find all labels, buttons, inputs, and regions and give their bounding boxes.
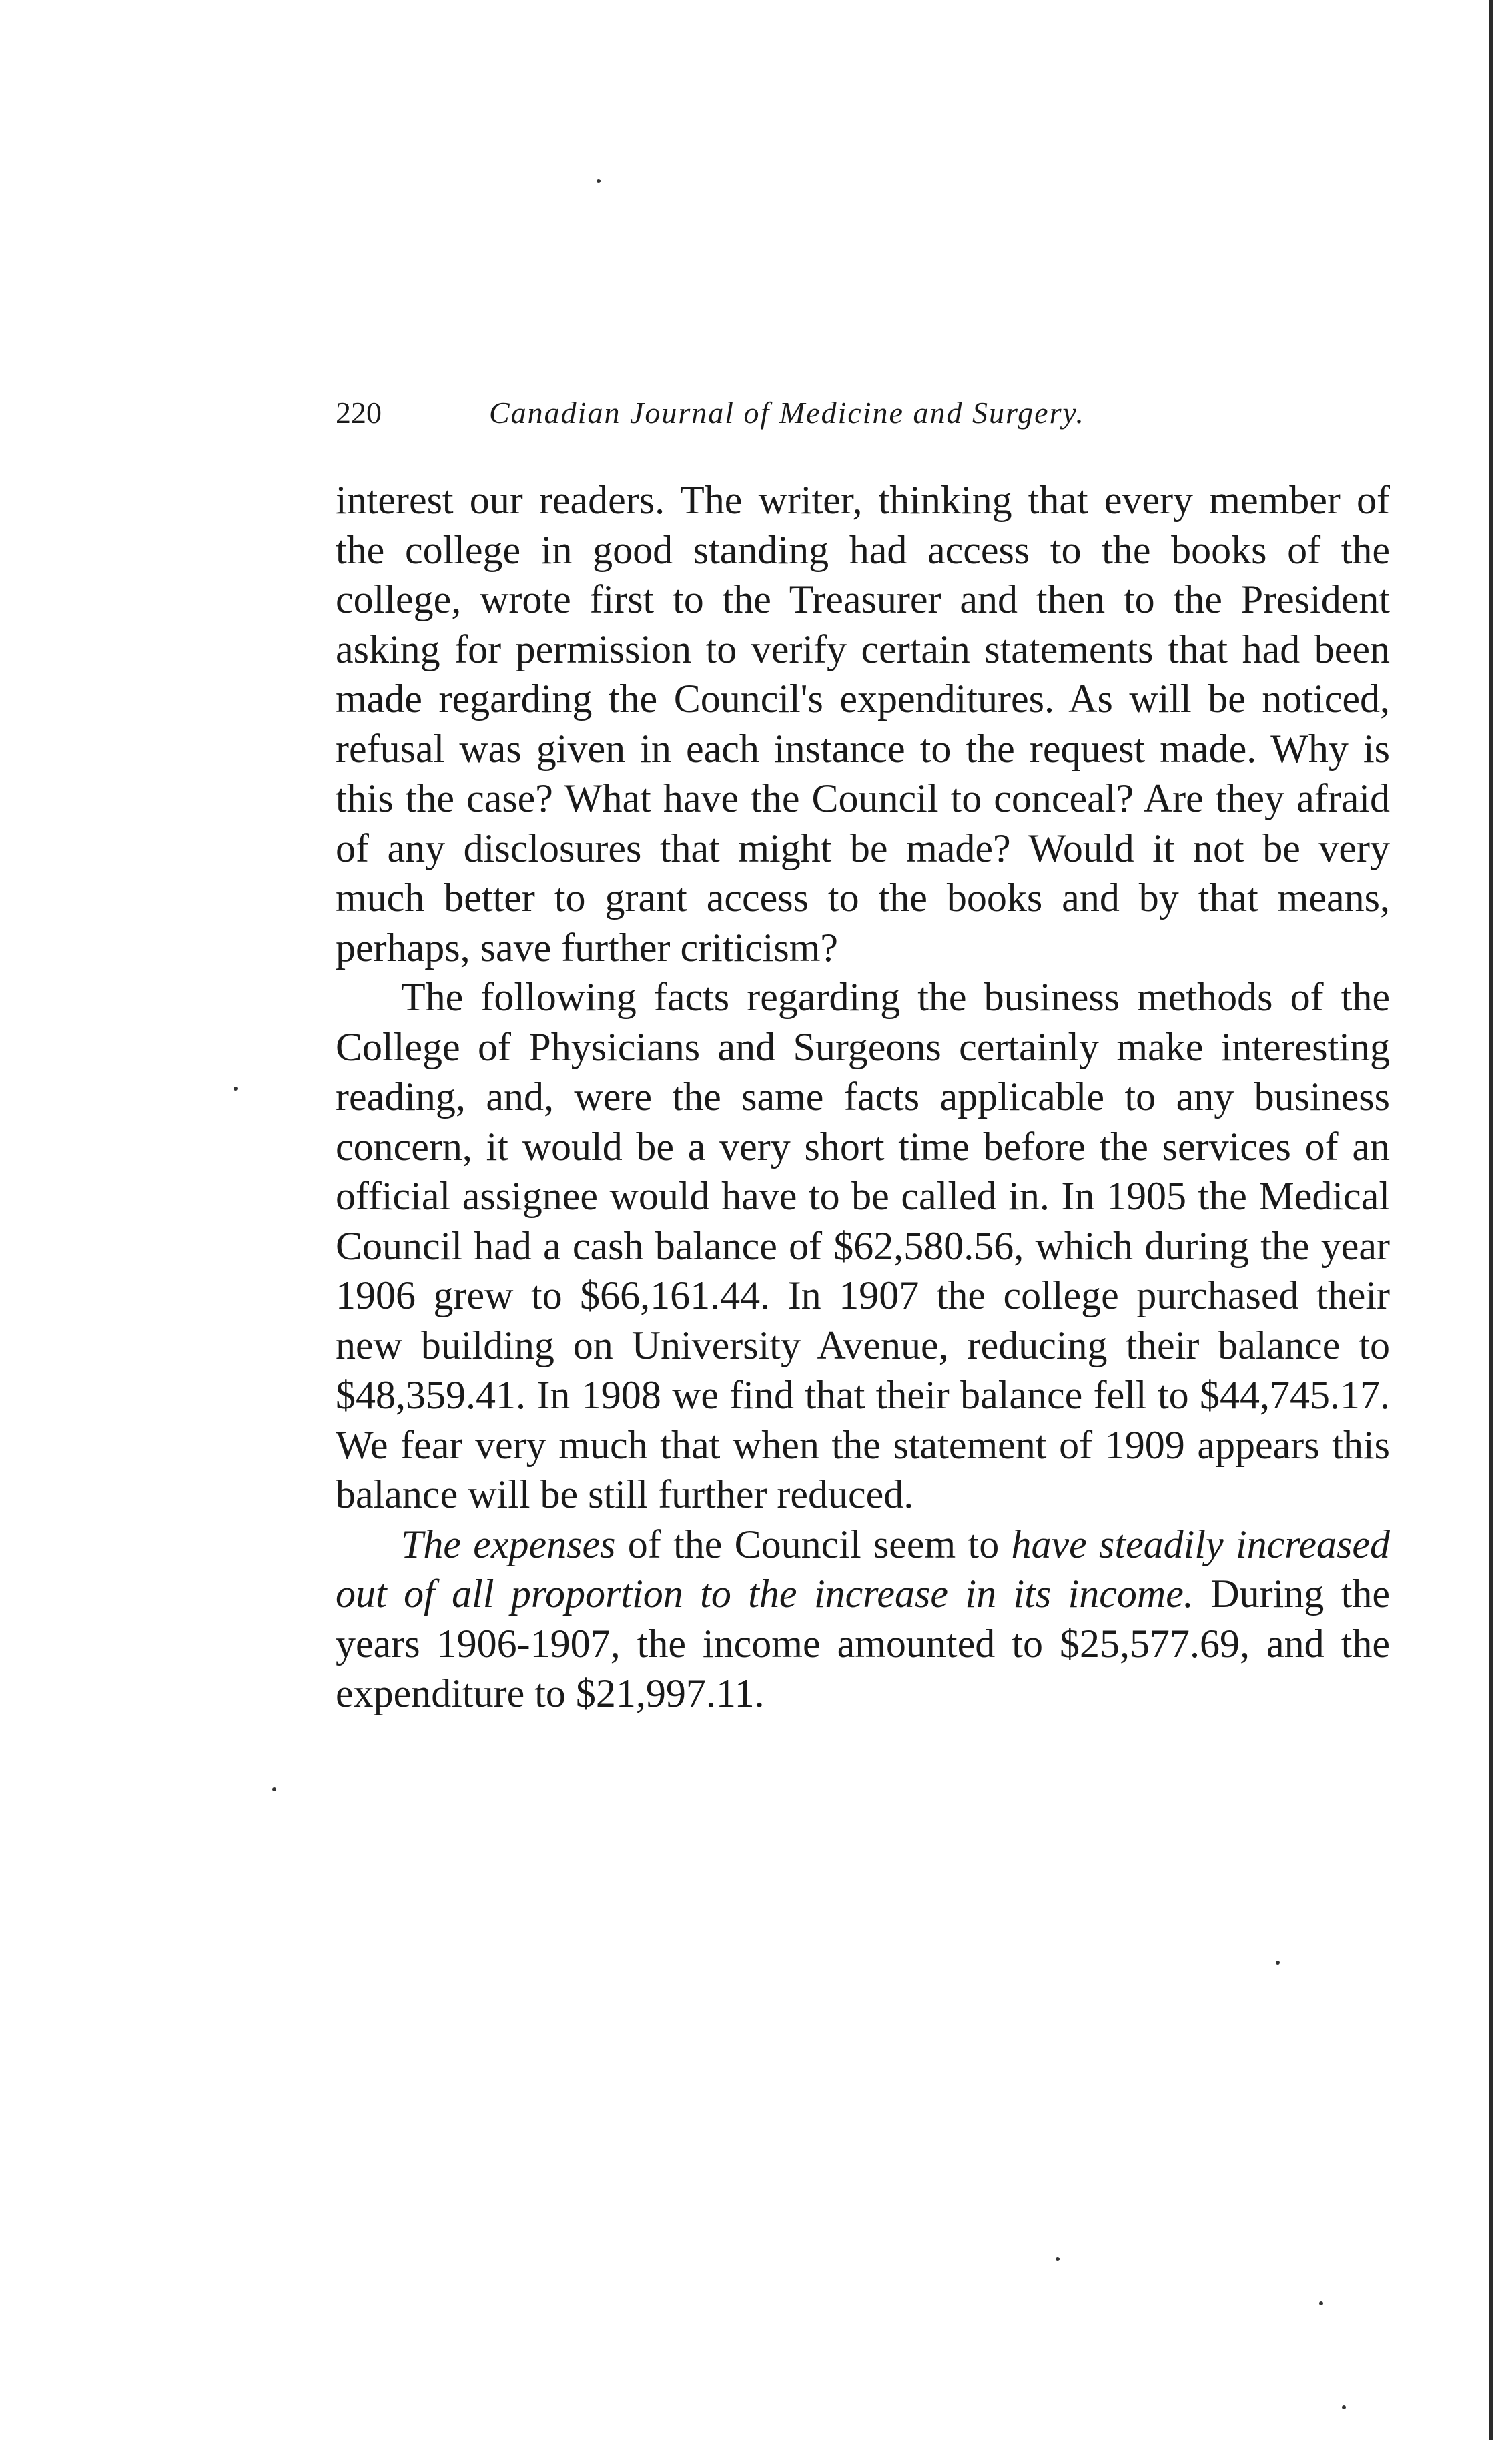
- page-header: [336, 395, 1390, 442]
- scan-speck: [597, 179, 601, 183]
- emphasis-the-expenses: The expenses: [401, 1522, 616, 1566]
- page-number: 220: [336, 396, 382, 430]
- paragraph-expenses: [336, 1520, 1390, 1719]
- scan-speck: [1319, 2301, 1323, 2305]
- text-of-the-council: of the Council seem to: [615, 1522, 1012, 1566]
- running-title: Canadian Journal of Medicine and Surgery.: [489, 396, 1085, 430]
- body-text: [336, 475, 1390, 1719]
- text-income-figures: During the years 1906-1907, the income amounted to $25,577.69, and the expenditure to $21,997.11.: [336, 1572, 1391, 1715]
- scan-speck: [1276, 1961, 1280, 1965]
- emphasis-increase: have steadily increased out of all proportion to the increase in its income.: [336, 1522, 1390, 1616]
- scan-speck: [272, 1787, 276, 1791]
- scan-speck: [1342, 2405, 1346, 2409]
- paragraph-business-methods: The following facts regarding the business methods of the College of Physicians and Surgeons certainly make interesting reading, and, were the same facts applicable to any business concern, it would be a very short time before the services of an official assignee would have to be called in. In 1905 the Medical Council had a cash balance of $62,580.56, which during the year 1906 grew to $66,161.44. In 1907 the college purchased their new building on University Avenue, reducing their balance to $48,359.41. In 1908 we find that their balance fell to $44,745.17. We fear very much that when the statement of 1909 appears this balance will be still further reduced.: [336, 975, 1390, 1516]
- paragraph-continuation: interest our readers. The writer, thinking that every member of the college in good standing had access to the books of the college, wrote first to the Treasurer and then to the President asking for permission to verify certain statements that had been made regarding the Council's expenditures. As will be noticed, refusal was given in each instance to the request made. Why is this the case? What have the Council to conceal? Are they afraid of any disclosures that might be made? Would it not be very much better to grant access to the books and by that means, perhaps, save further criticism?: [336, 478, 1390, 970]
- scan-speck: [1056, 2257, 1060, 2261]
- scan-edge-line: [1489, 0, 1493, 2440]
- scan-speck: [234, 1087, 238, 1091]
